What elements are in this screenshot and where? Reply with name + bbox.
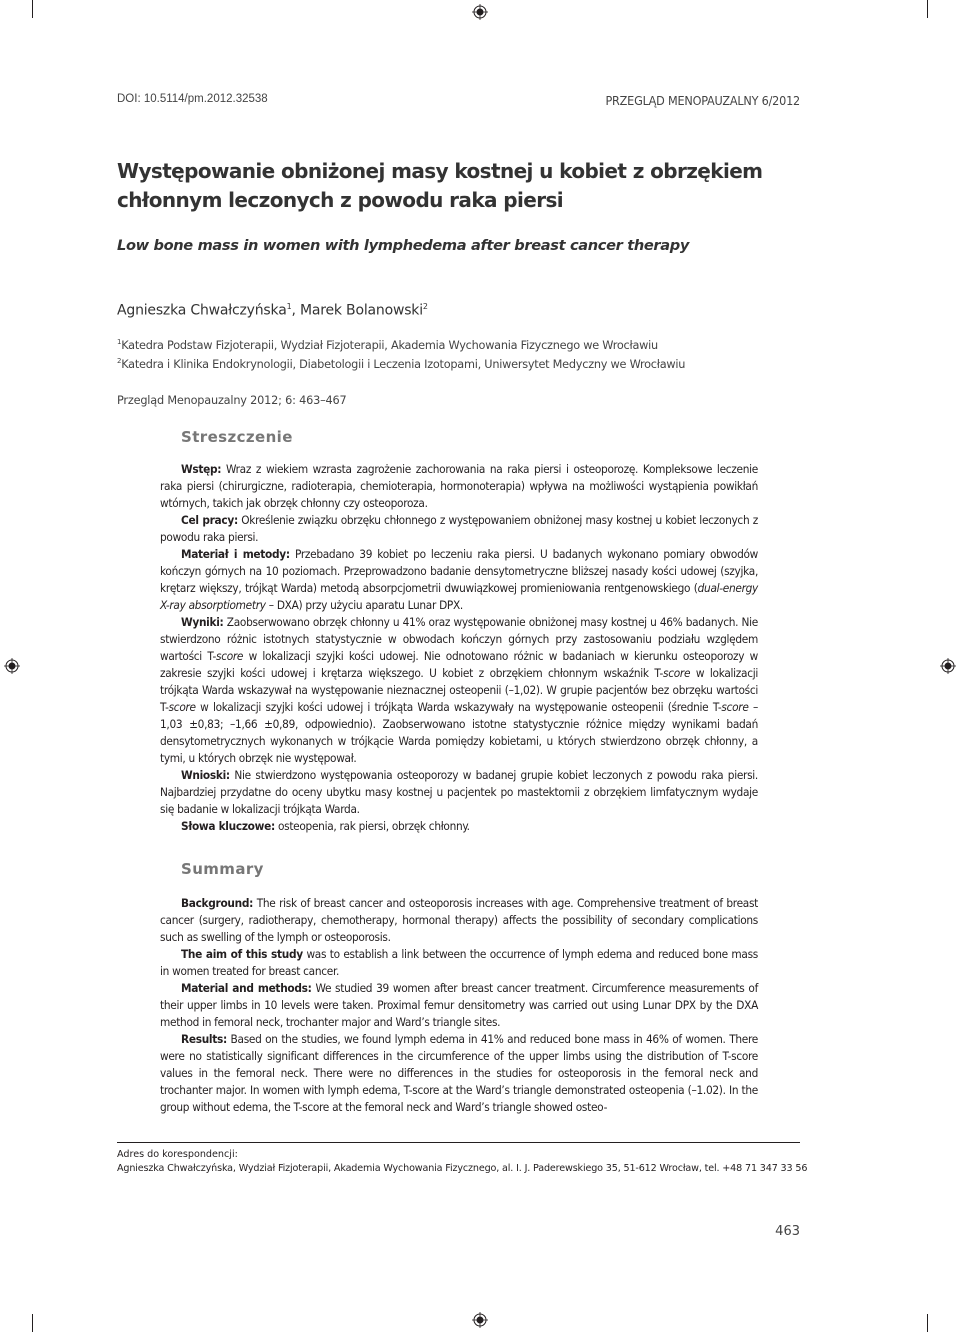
- results-label: Results:: [181, 1032, 227, 1046]
- author-2: Marek Bolanowski: [299, 302, 423, 319]
- cel-text: Określenie związku obrzęku chłonnego z występowaniem obniżonej masy kostnej u kobiet leczonych z powodu raka piersi.: [160, 513, 758, 544]
- wyniki-score-1: score: [215, 649, 244, 663]
- author-1: Agnieszka Chwałczyńska: [117, 302, 287, 319]
- material-paragraph: [160, 546, 758, 614]
- affiliation-1: [117, 338, 658, 352]
- wyniki-text-4: w lokalizacji szyjki kości udowej i trójkąta Warda wskazywały na występowanie osteopenii (średnie T-: [195, 700, 722, 714]
- material-text-2: – DXA) przy użyciu aparatu Lunar DPX.: [265, 598, 463, 612]
- material-text-italic: dual-energy X-ray absorptiometry: [160, 581, 758, 612]
- slowa-kluczowe-text: osteopenia, rak piersi, obrzęk chłonny.: [274, 819, 470, 833]
- author-2-affiliation: 2: [422, 302, 428, 311]
- cel-label: Cel pracy:: [181, 513, 238, 527]
- registration-mark-left: [4, 658, 20, 674]
- material-text-1: Przebadano 39 kobiet po leczeniu raka piersi. U badanych wykonano pomiary obwodów kończyn górnych na 10 poziomach. Przeprowadzono badanie densytometryczne bliższej nasady kości udowej (szyjka, krętarz większy, trójkąt Warda) metodą absorpcjometrii dwuwiązkowej promieniowania rentgenowskiego (: [160, 547, 758, 595]
- wyniki-text-5: –1,03 ±0,83; –1,66 ±0,89, odpowiednio). Zaobserwowano istotne statystycznie różnice między wynikami badań densytometrycznych wykonanych w trójkącie Warda pomiędzy kobietami, u których stwierdzono obrzęk chłonny, a tymi, u których obrzęk nie występował.: [160, 700, 758, 765]
- streszczenie-heading: Streszczenie: [181, 428, 293, 446]
- background-paragraph: [160, 895, 758, 946]
- wnioski-paragraph: [160, 767, 758, 818]
- results-paragraph: [160, 1031, 758, 1116]
- title-polish: Występowanie obniżonej masy kostnej u kobiet z obrzękiem chłonnym leczonych z powodu raka piersi: [117, 159, 763, 212]
- cel-paragraph: [160, 512, 758, 546]
- slowa-kluczowe-label: Słowa kluczowe:: [181, 819, 275, 833]
- registration-mark-right: [940, 658, 956, 674]
- wyniki-label: Wyniki:: [181, 615, 224, 629]
- crop-mark-bottom-right: [927, 1314, 928, 1332]
- crop-mark-top-left: [32, 0, 33, 18]
- aim-label: The aim of this study: [181, 947, 303, 961]
- affiliation-1-text: Katedra Podstaw Fizjoterapii, Wydział Fizjoterapii, Akademia Wychowania Fizycznego we Wrocławiu: [121, 338, 658, 352]
- background-label: Background:: [181, 896, 254, 910]
- background-text: The risk of breast cancer and osteoporosis increases with age. Comprehensive treatment of breast cancer (surgery, radiotherapy, chemotherapy, hormonal therapy) affects the possibility of secondary complications such as swelling of the lymph or osteoporosis.: [160, 896, 758, 944]
- methods-text: We studied 39 women after breast cancer treatment. Circumference measurements of their upper limbs in 10 levels were taken. Proximal femur densitometry was carried out using Lunar DPX by the DXA method in femoral neck, trochanter major and Ward’s triangle sites.: [160, 981, 758, 1029]
- wstep-text: Wraz z wiekiem wzrasta zagrożenie zachorowania na raka piersi i osteoporozę. Kompleksowe leczenie raka piersi (chirurgiczne, radioterapia, chemioterapia, hormonoterapia) wpływa na możliwości wystąpienia powikłań wtórnych, takich jak obrzęk chłonny czy osteoporoza.: [160, 462, 758, 510]
- crop-mark-bottom-left: [32, 1314, 33, 1332]
- wnioski-text: Nie stwierdzono występowania osteoporozy w badanej grupie kobiet leczonych z powodu raka piersi. Najbardziej przydatne do oceny ubytku masy kostnej u pacjentek po mastektomii z obrzękiem limfatycznym wydaje się badanie w lokalizacji trójkąta Warda.: [160, 768, 758, 816]
- journal-header: PRZEGLĄD MENOPAUZALNY 6/2012: [605, 93, 800, 108]
- correspondence-details: , Wydział Fizjoterapii, Akademia Wychowania Fizycznego, al. I. J. Paderewskiego 35, 51-612 Wrocław, tel. +48 71 347 33 56: [232, 1163, 808, 1174]
- crop-mark-top-right: [927, 0, 928, 18]
- material-label: Materiał i metody:: [181, 547, 290, 561]
- affiliation-2-text: Katedra i Klinika Endokrynologii, Diabetologii i Leczenia Izotopami, Uniwersytet Medyczny we Wrocławiu: [121, 357, 686, 371]
- correspondence-label: Adres do korespondencji:: [117, 1149, 238, 1160]
- wstep-paragraph: [160, 461, 758, 512]
- title-english: Low bone mass in women with lymphedema after breast cancer therapy: [117, 237, 690, 254]
- wyniki-score-3: score: [168, 700, 196, 714]
- summary-body: [160, 895, 758, 1116]
- citation: Przegląd Menopauzalny 2012; 6: 463–467: [117, 394, 347, 407]
- doi: DOI: 10.5114/pm.2012.32538: [117, 93, 268, 105]
- wyniki-paragraph: [160, 614, 758, 767]
- affiliation-1-number: 1: [117, 338, 122, 346]
- wstep-label: Wstęp:: [181, 462, 222, 476]
- affiliation-2-number: 2: [117, 357, 122, 365]
- wyniki-score-2: score: [663, 666, 691, 680]
- aim-paragraph: [160, 946, 758, 980]
- streszczenie-body: [160, 461, 758, 835]
- registration-mark-top: [472, 4, 488, 20]
- author-separator: ,: [291, 302, 300, 319]
- wnioski-label: Wnioski:: [181, 768, 230, 782]
- page-number: 463: [775, 1224, 800, 1239]
- methods-label: Material and methods:: [181, 981, 312, 995]
- affiliation-2: [117, 357, 685, 371]
- wyniki-score-4: score: [721, 700, 749, 714]
- wyniki-text-2: w lokalizacji szyjki kości udowej. Nie odnotowano różnic w badaniach w kierunku osteoporozy w zakresie szyjki kości udowej i krętarza większego. U kobiet z obrzękiem chłonnym wskaźnik T-: [160, 649, 758, 680]
- author-1-affiliation: 1: [286, 302, 292, 311]
- correspondence-address: [117, 1163, 807, 1174]
- results-text: Based on the studies, we found lymph edema in 41% and reduced bone mass in 46% of women. There were no statistically significant differences in the circumference of the upper limbs using the distribution of T-score values in the femoral neck. There were no differences in the studies for osteoporosis in the femoral neck and trochanter major. In women with lymph edema, T-score at the Ward’s triangle demonstrated osteopenia (–1.02). In the group without edema, the T-score at the femoral neck and Ward’s triangle showed osteo-: [160, 1032, 758, 1114]
- aim-text: was to establish a link between the occurrence of lymph edema and reduced bone mass in women treated for breast cancer.: [160, 947, 758, 978]
- registration-mark-bottom: [472, 1312, 488, 1328]
- wyniki-text-1: Zaobserwowano obrzęk chłonny u 41% oraz występowanie obniżonej masy kostnej u 46% badanych. Nie stwierdzono różnic istotnych statystycznie w obwodach kończyn górnych przy zastosowaniu podziału względem wartości T-: [160, 615, 758, 663]
- slowa-kluczowe-paragraph: [160, 818, 758, 835]
- footer-divider: [117, 1142, 800, 1143]
- correspondence-name: Agnieszka Chwałczyńska: [117, 1163, 233, 1174]
- summary-heading: Summary: [181, 860, 264, 878]
- wyniki-text-3: w lokalizacji trójkąta Warda wskazywał na występowanie nieznacznej osteopenii (–1,02). W grupie pacjentów bez obrzęku wartości T-: [160, 666, 758, 714]
- authors: [117, 302, 428, 319]
- methods-paragraph: [160, 980, 758, 1031]
